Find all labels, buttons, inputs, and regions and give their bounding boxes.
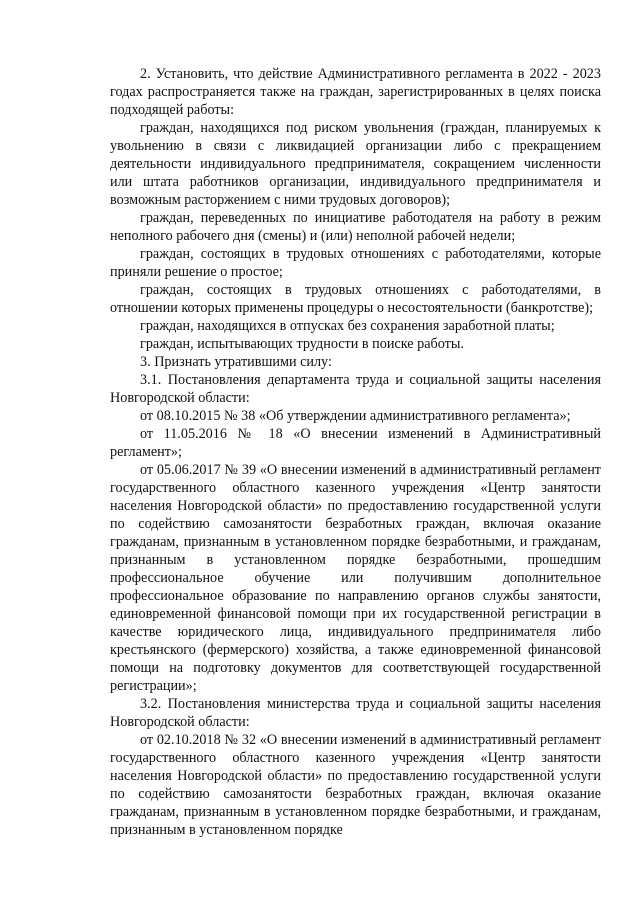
paragraph-unpaid-leave: граждан, находящихся в отпусках без сохранения заработной платы; xyxy=(140,318,555,334)
paragraph-order-2017: от 05.06.2017 № 39 «О внесении изменений в административный регламент государственного областного казенного учреждения «Центр занятости населения Новгородской области» по предоставлению государственной услуги по содействию самозанятости безработных граждан, включая оказание гражданам, признанным в установленном порядке безработными, и гражданам, признанным в установленном порядке безработными, прошедшим профессиональное обучение или получившим дополнительное профессиональное образование по направлению органов службы занятости, единовременной финансовой помощи при их государственной регистрации в качестве юридического лица, индивидуального предпринимателя либо крестьянского (фермерского) хозяйства, а также единовременной финансовой помощи на подготовку документов для соответствующей государственной регистрации»; xyxy=(110,462,601,694)
paragraph-order-2015: от 08.10.2015 № 38 «Об утверждении административного регламента»; xyxy=(140,408,571,424)
paragraph-job-search-difficulty: граждан, испытывающих трудности в поиске работы. xyxy=(140,336,464,352)
document-body xyxy=(110,65,601,839)
paragraph-downtime: граждан, состоящих в трудовых отношениях с работодателями, которые приняли решение о простое; xyxy=(110,246,601,280)
paragraph-part-time: граждан, переведенных по инициативе работодателя на работу в режим неполного рабочего дня (смены) и (или) неполной рабочей недели; xyxy=(110,210,601,244)
paragraph-bankruptcy: граждан, состоящих в трудовых отношениях с работодателями, в отношении которых применены процедуры о несостоятельности (банкротстве); xyxy=(110,282,601,316)
paragraph-order-2016: от 11.05.2016 № 18 «О внесении изменений в Административный регламент»; xyxy=(110,426,601,460)
paragraph-item-3-2: 3.2. Постановления министерства труда и социальной защиты населения Новгородской области: xyxy=(110,696,601,730)
paragraph-item-3: 3. Признать утратившими силу: xyxy=(140,354,332,370)
paragraph-item-3-1: 3.1. Постановления департамента труда и социальной защиты населения Новгородской области: xyxy=(110,372,601,406)
paragraph-risk-of-dismissal: граждан, находящихся под риском увольнения (граждан, планируемых к увольнению в связи с ликвидацией организации либо с прекращением деятельности индивидуального предпринимателя, сокращением численности или штата работников организации, индивидуального предпринимателя и возможным расторжением с ними трудовых договоров); xyxy=(110,120,601,208)
paragraph-item-2: 2. Установить, что действие Административного регламента в 2022 - 2023 годах распространяется также на граждан, зарегистрированных в целях поиска подходящей работы: xyxy=(110,66,601,118)
paragraph-order-2018: от 02.10.2018 № 32 «О внесении изменений в административный регламент государственного областного казенного учреждения «Центр занятости населения Новгородской области» по предоставлению государственной услуги по содействию самозанятости безработных граждан, включая оказание гражданам, признанным в установленном порядке безработными, и гражданам, признанным в установленном порядке xyxy=(110,732,601,838)
